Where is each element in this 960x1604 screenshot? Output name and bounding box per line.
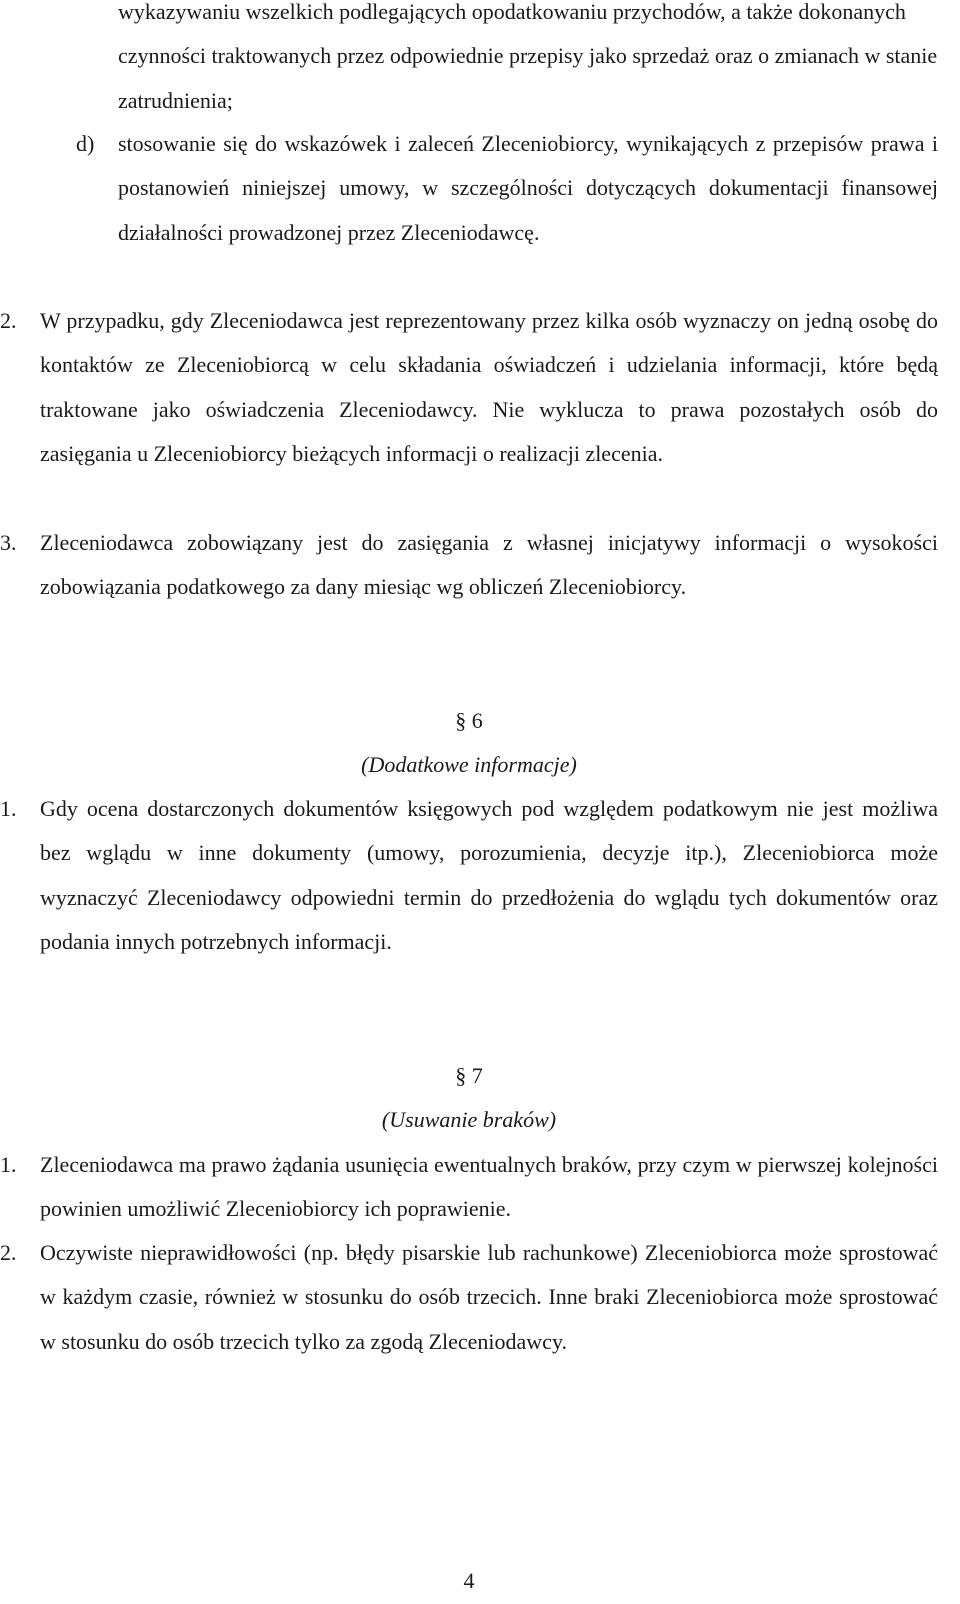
item-text: Zleceniodawca ma prawo żądania usunięcia ewentualnych braków, przy czym w pierwszej kolejności powinien umożliwić Zleceniobiorcy ich poprawienie. [40,1152,938,1222]
section6-item-1 [0,787,938,965]
item-number: 2. [0,308,17,333]
page-number: 4 [463,1568,475,1593]
section-7-title: § 7 [455,1063,483,1088]
item-number: 1. [0,796,17,821]
section7-item-1 [0,1143,938,1232]
section-6-title: § 6 [455,708,483,733]
list-item-label: d) [76,131,95,156]
item-text: Oczywiste nieprawidłowości (np. błędy pisarskie lub rachunkowe) Zleceniobiorca może sprostować w każdym czasie, również w stosunku do osób trzecich. Inne braki Zleceniobiorca może sprostować w stosunku do osób trzecich tylko za zgodą Zleceniodawcy. [40,1240,938,1354]
item-text: Gdy ocena dostarczonych dokumentów księgowych pod względem podatkowym nie jest możliwa bez wglądu w inne dokumenty (umowy, porozumienia, decyzje itp.), Zleceniobiorca może wyznaczyć Zleceniodawcy odpowiedni termin do przedłożenia do wglądu tych dokumentów oraz podania innych potrzebnych informacji. [40,796,938,955]
item-text: Zleceniodawca zobowiązany jest do zasięgania z własnej inicjatywy informacji o wysokości zobowiązania podatkowego za dany miesiąc wg obliczeń Zleceniobiorcy. [40,530,938,600]
item-number: 3. [0,530,17,555]
list-item-d [76,122,938,255]
item-text: W przypadku, gdy Zleceniodawca jest reprezentowany przez kilka osób wyznaczy on jedną osobę do kontaktów ze Zleceniobiorcą w celu składania oświadczeń i udzielania informacji, które będą traktowane jako oświadczenia Zleceniodawcy. Nie wyklucza to prawa pozostałych osób do zasięgania u Zleceniobiorcy bieżących informacji o realizacji zlecenia. [40,308,938,467]
section5-item-3 [0,521,938,610]
section-6-subtitle: (Dodatkowe informacje) [361,752,577,777]
list-item-text: stosowanie się do wskazówek i zaleceń Zleceniobiorcy, wynikających z przepisów prawa i postanowień niniejszej umowy, w szczególności dotyczących dokumentacji finansowej działalności prowadzonej przez Zleceniodawcę. [118,131,938,245]
section5-item-2 [0,299,938,477]
section7-item-2 [0,1231,938,1364]
section-7-subtitle: (Usuwanie braków) [381,1107,557,1132]
continuation-paragraph: wykazywaniu wszelkich podlegających opodatkowaniu przychodów, a także dokonanych czynności traktowanych przez odpowiednie przepisy jako sprzedaż oraz o zmianach w stanie zatrudnienia; [118,0,938,113]
item-number: 2. [0,1240,17,1265]
item-number: 1. [0,1152,17,1177]
